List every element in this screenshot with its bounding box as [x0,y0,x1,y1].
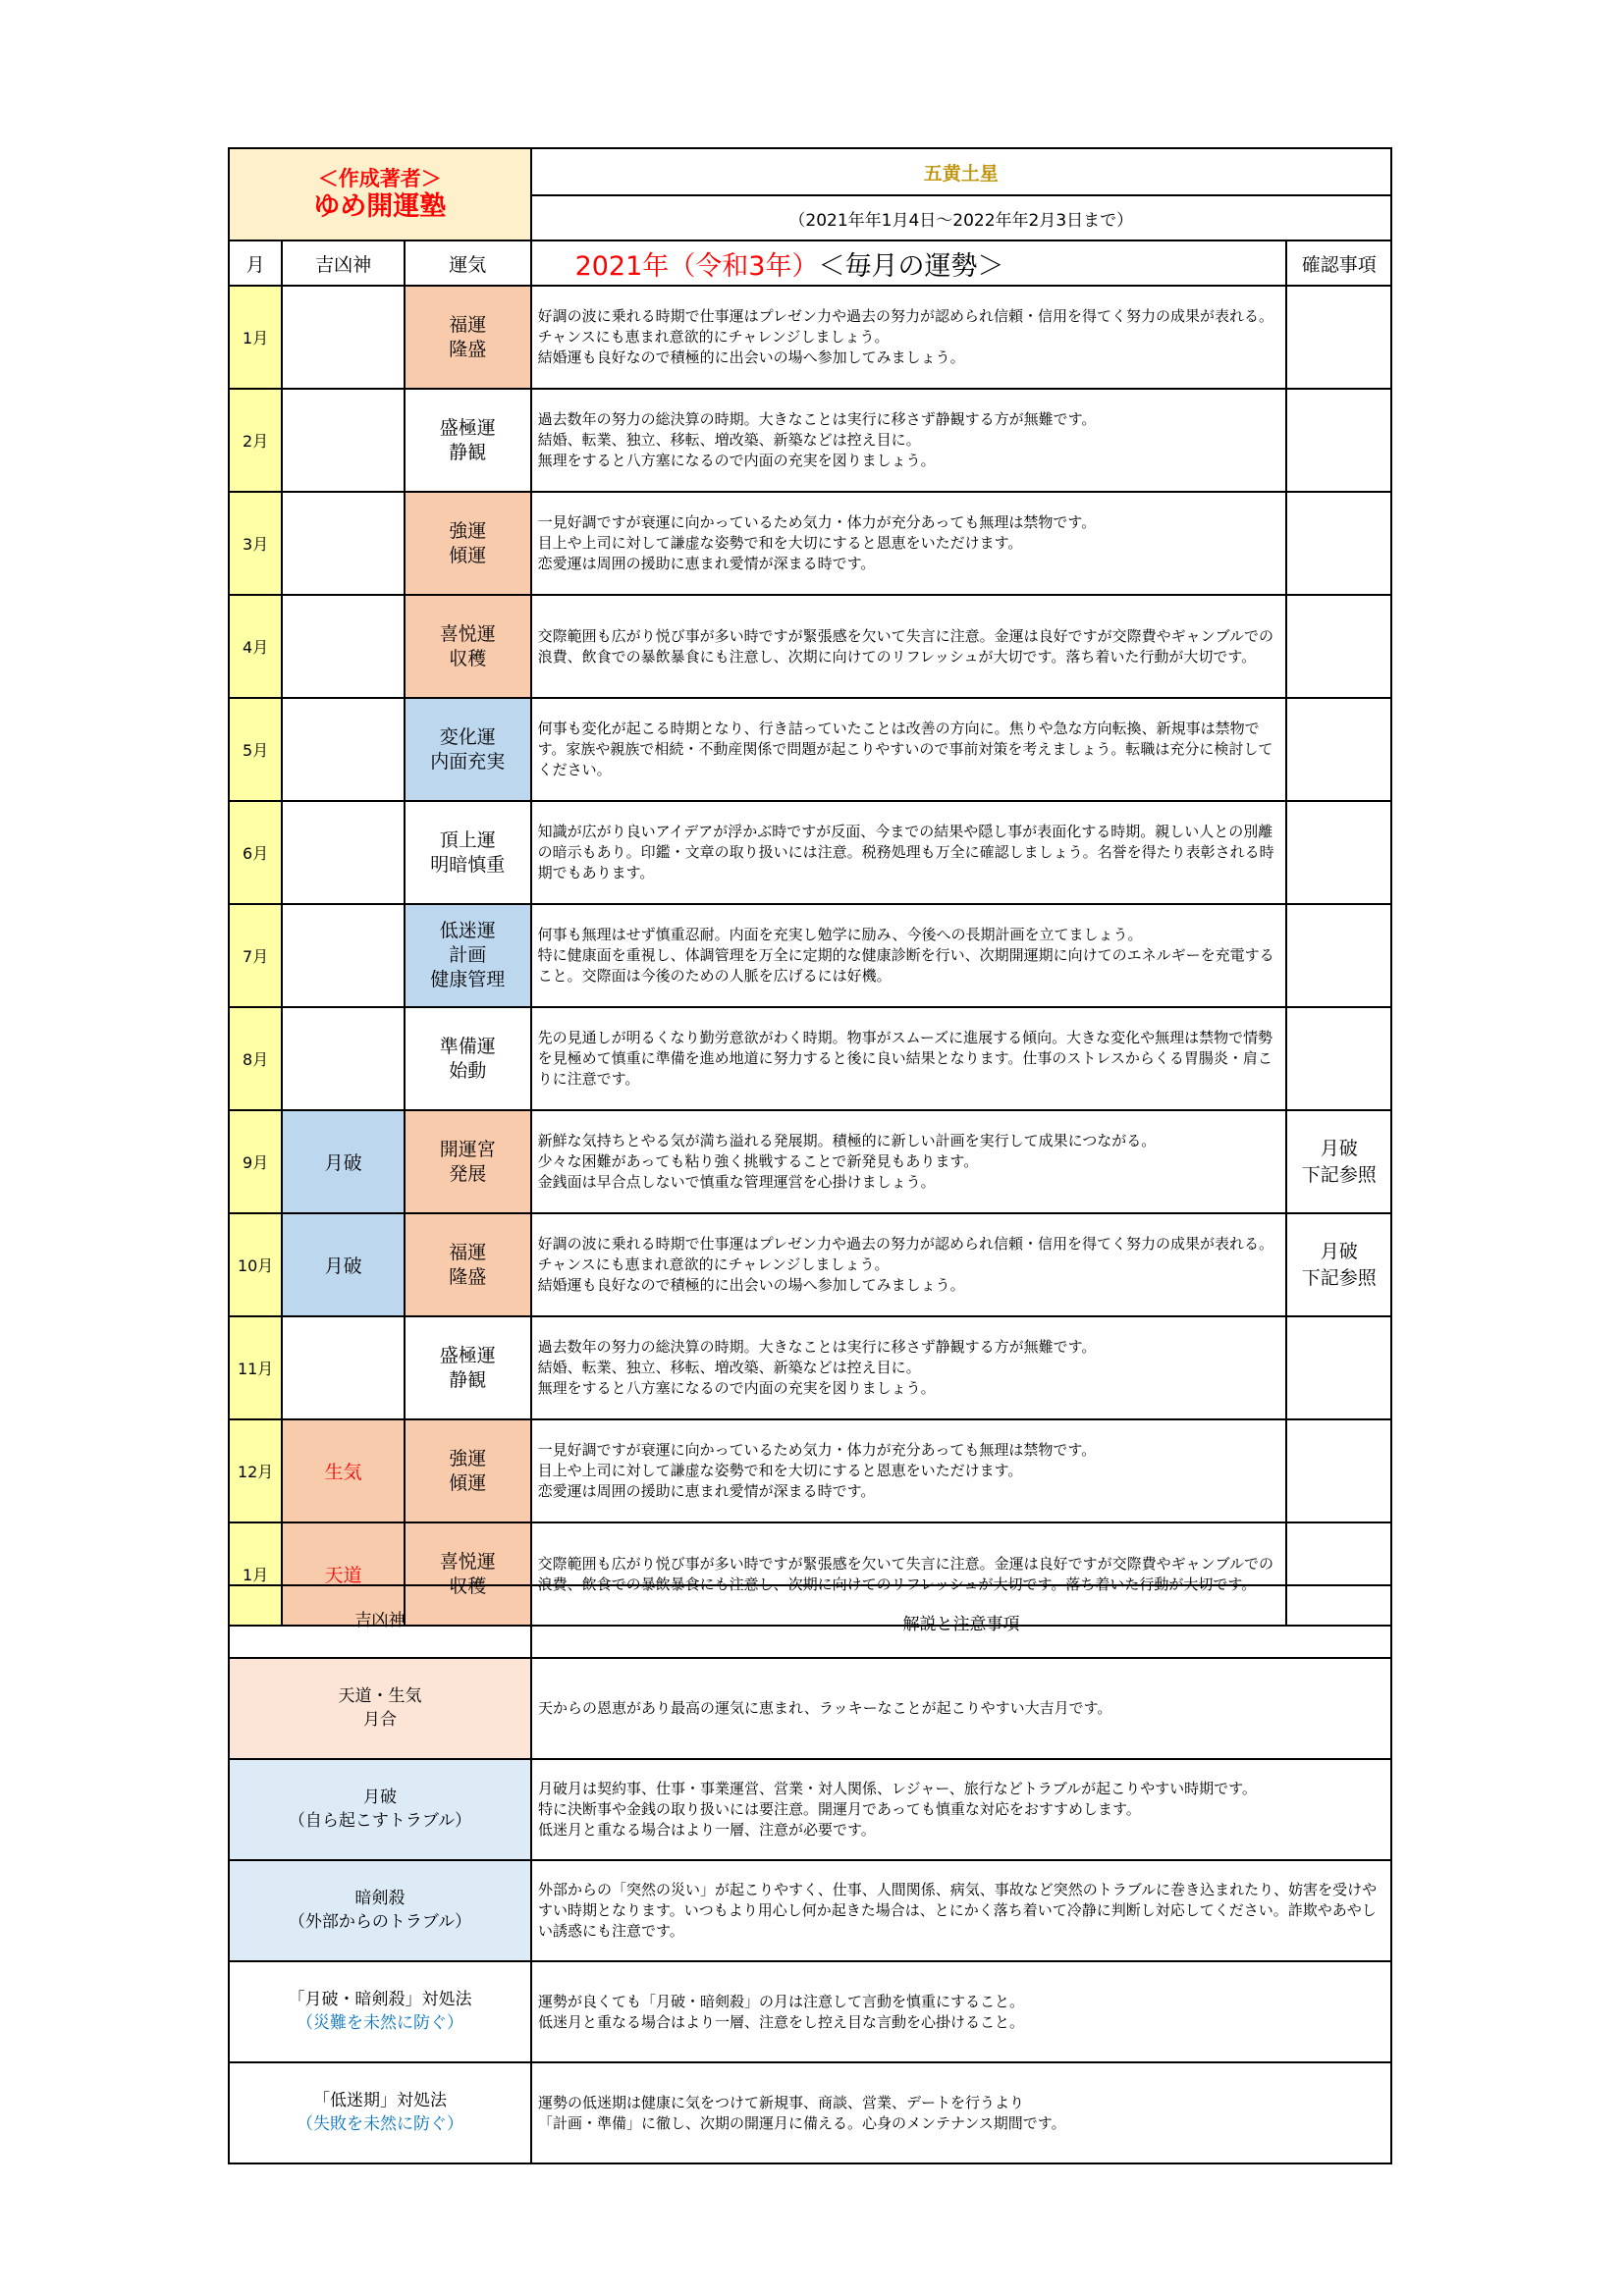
guide-table [228,1584,1392,2164]
guide-row [229,2062,1391,2163]
author-cell [229,148,531,240]
month-row [229,698,1391,801]
kikkyo-god [282,1316,405,1419]
month-description: 過去数年の努力の総決算の時期。大きなことは実行に移さず静観する方が無難です。 結婚、転業、独立、移転、増改築、新築などは控え目に。 無理をすると八方塞になるので内面の充実を図りましょう。 [531,1316,1287,1419]
month-description: 好調の波に乗れる時期で仕事運はプレゼン力や過去の努力が認められ信頼・信用を得てく努力の成果が表れる。チャンスにも恵まれ意欲的にチャレンジしましょう。 結婚運も良好なので積極的に出会いの場へ参加してみましょう。 [531,1213,1287,1316]
author-name: ゆめ開運塾 [313,190,447,222]
month-row [229,1110,1391,1213]
guide-row [229,1759,1391,1860]
guide-header-desc: 解説と注意事項 [531,1585,1391,1658]
guide-god-label: 「月破・暗剣殺」対処法 [288,1989,472,2009]
check-note [1286,492,1391,595]
luck-type: 強運 傾運 [405,492,531,595]
monthly-fortune-table [228,147,1392,1627]
kikkyo-god [282,595,405,698]
guide-god-sublabel: （失敗を未然に防ぐ） [297,2113,463,2134]
kikkyo-god [282,1007,405,1110]
month-description: 交際範囲も広がり悦び事が多い時ですが緊張感を欠いて失言に注意。金運は良好ですが交際費やギャンブルでの浪費、飲食での暴飲暴食にも注意し、次期に向けてのリフレッシュが大切です。落ち着いた行動が大切です。 [531,1522,1287,1626]
luck-type: 盛極運 静観 [405,389,531,492]
kikkyo-god [282,286,405,389]
guide-row [229,1961,1391,2062]
kikkyo-god: 月破 [282,1213,405,1316]
guide-header-god: 吉凶神 [229,1585,531,1658]
month-description: 新鮮な気持ちとやる気が満ち溢れる発展期。積極的に新しい計画を実行して成果につながる。 少々な困難があっても粘り強く挑戦することで新発見もあります。 金銭面は早合点しないで慎重な管理運営を心掛けましょう。 [531,1110,1287,1213]
guide-god-name [229,1961,531,2062]
guide-god-name [229,1759,531,1860]
month-description: 何事も無理はせず慎重忍耐。内面を充実し勉学に励み、今後への長期計画を立てましょう。 特に健康面を重視し、体調管理を万全に定期的な健康診断を行い、次期開運期に向けてのエネルギーを充電すること。交際面は今後のための人脈を広げるには好機。 [531,904,1287,1007]
kikkyo-god: 天道 [282,1522,405,1626]
month-row [229,1419,1391,1522]
guide-god-sublabel: （災難を未然に防ぐ） [297,2012,463,2033]
col-header-month: 月 [229,240,282,286]
kikkyo-god [282,698,405,801]
luck-type: 福運 隆盛 [405,286,531,389]
month-label: 5月 [229,698,282,801]
month-row [229,286,1391,389]
luck-type: 福運 隆盛 [405,1213,531,1316]
kikkyo-god [282,801,405,904]
month-label: 10月 [229,1213,282,1316]
month-label: 6月 [229,801,282,904]
month-description: 好調の波に乗れる時期で仕事運はプレゼン力や過去の努力が認められ信頼・信用を得てく努力の成果が表れる。チャンスにも恵まれ意欲的にチャレンジしましょう。 結婚運も良好なので積極的に出会いの場へ参加してみましょう。 [531,286,1287,389]
month-label: 3月 [229,492,282,595]
luck-type: 低迷運 計画 健康管理 [405,904,531,1007]
guide-description: 外部からの「突然の災い」が起こりやすく、仕事、人間関係、病気、事故など突然のトラブルに巻き込まれたり、妨害を受けやすい時期となります。いつもより用心し何か起きた場合は、とにかく落ち着いて冷静に判断し対応してください。詐欺やあやしい誘惑にも注意です。 [531,1860,1391,1961]
star-title: 五黄土星 [531,148,1391,195]
check-note [1286,595,1391,698]
luck-type: 喜悦運 収穫 [405,1522,531,1626]
page-title [531,240,1287,286]
kikkyo-god: 月破 [282,1110,405,1213]
check-note [1286,1316,1391,1419]
month-description: 何事も変化が起こる時期となり、行き詰っていたことは改善の方向に。焦りや急な方向転換、新規事は禁物です。家族や親族で相続・不動産関係で問題が起こりやすいので事前対策を考えましょう。転職は充分に検討してください。 [531,698,1287,801]
guide-god-name [229,1860,531,1961]
guide-description: 運勢の低迷期は健康に気をつけて新規事、商談、営業、デートを行うより 「計画・準備」に徹し、次期の開運月に備える。心身のメンテナンス期間です。 [531,2062,1391,2163]
check-note [1286,801,1391,904]
month-row [229,1316,1391,1419]
month-label: 12月 [229,1419,282,1522]
month-row [229,801,1391,904]
month-label: 2月 [229,389,282,492]
month-label: 4月 [229,595,282,698]
month-label: 11月 [229,1316,282,1419]
month-label: 8月 [229,1007,282,1110]
month-label: 1月 [229,1522,282,1626]
luck-type: 強運 傾運 [405,1419,531,1522]
luck-type: 盛極運 静観 [405,1316,531,1419]
author-label: ＜作成著者＞ [317,167,442,191]
guide-god-name [229,2062,531,2163]
guide-row [229,1860,1391,1961]
check-note [1286,904,1391,1007]
guide-god-label: 天道・生気 月合 [338,1685,422,1730]
month-row [229,904,1391,1007]
month-description: 交際範囲も広がり悦び事が多い時ですが緊張感を欠いて失言に注意。金運は良好ですが交際費やギャンブルでの浪費、飲食での暴飲暴食にも注意し、次期に向けてのリフレッシュが大切です。落ち着いた行動が大切です。 [531,595,1287,698]
col-header-luck: 運気 [405,240,531,286]
kikkyo-god [282,492,405,595]
month-description: 一見好調ですが衰運に向かっているため気力・体力が充分あっても無理は禁物です。 目上や上司に対して謙虚な姿勢で和を大切にすると恩恵をいただけます。 恋愛運は周囲の援助に恵まれ愛情が深まる時です。 [531,492,1287,595]
check-note: 月破 下記参照 [1286,1213,1391,1316]
month-label: 1月 [229,286,282,389]
guide-god-label: 月破 （自ら起こすトラブル） [288,1787,472,1831]
check-note [1286,1007,1391,1110]
kikkyo-god [282,389,405,492]
luck-type: 開運宮 発展 [405,1110,531,1213]
month-description: 知識が広がり良いアイデアが浮かぶ時ですが反面、今までの結果や隠し事が表面化する時期。親しい人との別離の暗示もあり。印鑑・文章の取り扱いには注意。税務処理も万全に確認しましょう。名誉を得たり表彰される時期でもあります。 [531,801,1287,904]
month-row [229,1007,1391,1110]
kikkyo-god: 生気 [282,1419,405,1522]
guide-god-label: 「低迷期」対処法 [313,2090,447,2110]
guide-description: 天からの恩恵があり最高の運気に恵まれ、ラッキーなことが起こりやすい大吉月です。 [531,1658,1391,1759]
guide-description: 運勢が良くても「月破・暗剣殺」の月は注意して言動を慎重にすること。 低迷月と重なる場合はより一層、注意をし控え目な言動を心掛けること。 [531,1961,1391,2062]
guide-god-name [229,1658,531,1759]
guide-row [229,1658,1391,1759]
check-note [1286,286,1391,389]
month-row [229,1213,1391,1316]
month-row [229,595,1391,698]
luck-type: 頂上運 明暗慎重 [405,801,531,904]
month-row [229,389,1391,492]
col-header-god: 吉凶神 [282,240,405,286]
month-row [229,492,1391,595]
guide-god-label: 暗剣殺 （外部からのトラブル） [288,1888,472,1932]
col-header-check: 確認事項 [1286,240,1391,286]
check-note [1286,698,1391,801]
month-label: 9月 [229,1110,282,1213]
page-title-subtitle: ＜毎月の運勢＞ [818,250,1004,282]
guide-description: 月破月は契約事、仕事・事業運営、営業・対人関係、レジャー、旅行などトラブルが起こりやすい時期です。 特に決断事や金銭の取り扱いには要注意。開運月であっても慎重な対応をおすすめします。 低迷月と重なる場合はより一層、注意が必要です。 [531,1759,1391,1860]
kikkyo-god [282,904,405,1007]
luck-type: 喜悦運 収穫 [405,595,531,698]
month-label: 7月 [229,904,282,1007]
luck-type: 準備運 始動 [405,1007,531,1110]
month-description: 一見好調ですが衰運に向かっているため気力・体力が充分あっても無理は禁物です。 目上や上司に対して謙虚な姿勢で和を大切にすると恩恵をいただけます。 恋愛運は周囲の援助に恵まれ愛情が深まる時です。 [531,1419,1287,1522]
month-description: 先の見通しが明るくなり勤労意欲がわく時期。物事がスムーズに進展する傾向。大きな変化や無理は禁物で情勢を見極めて慎重に準備を進め地道に努力すると後に良い結果となります。仕事のストレスからくる胃腸炎・肩こりに注意です。 [531,1007,1287,1110]
page-title-year: 2021年（令和3年） [574,250,819,282]
period-range: （2021年年1月4日～2022年年2月3日まで） [531,195,1391,240]
check-note [1286,1419,1391,1522]
luck-type: 変化運 内面充実 [405,698,531,801]
check-note: 月破 下記参照 [1286,1110,1391,1213]
check-note [1286,389,1391,492]
month-description: 過去数年の努力の総決算の時期。大きなことは実行に移さず静観する方が無難です。 結婚、転業、独立、移転、増改築、新築などは控え目に。 無理をすると八方塞になるので内面の充実を図りましょう。 [531,389,1287,492]
